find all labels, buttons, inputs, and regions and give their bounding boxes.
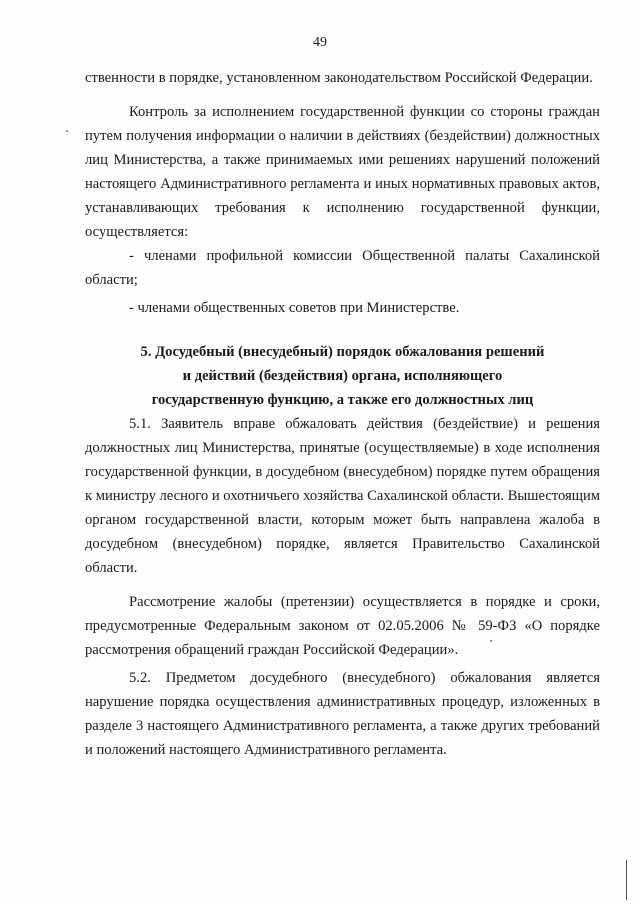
list-item-public-councils: - членами общественных советов при Министерстве. [129,300,460,316]
paragraph-5-2: 5.2. Предметом досудебного (внесудебного) обжалования является нарушение порядка осуществления административных процедур, изложенных в разделе 3 настоящего Административного регламента, а также других требований и положений настоящего Административного регламента. [85,670,600,758]
page-number: 49 [313,35,327,50]
document-body [85,66,600,762]
paragraph-complaint-review: Рассмотрение жалобы (претензии) осуществляется в порядке и сроки, предусмотренные Федеральным законом от 02.05.2006 № 59-ФЗ «О порядке рассмотрения обращений граждан Российской Федерации». [85,594,600,658]
section-heading-line-1: 5. Досудебный (внесудебный) порядок обжалования решений [140,344,545,360]
list-item-public-chamber: - членами профильной комиссии Общественной палаты Сахалинской области; [85,248,600,288]
scan-edge-mark [626,860,627,900]
section-heading [85,340,600,412]
scan-speck [66,130,68,132]
scan-speck [490,640,492,642]
paragraph-5-1: 5.1. Заявитель вправе обжаловать действия (бездействие) и решения должностных лиц Министерства, принятые (осуществляемые) в ходе исполнения государственной функции, в досудебном (внесудебном) порядке путем обращения к министру лесного и охотничьего хозяйства Сахалинской области. Вышестоящим органом государственной власти, которым может быть направлена жалоба в досудебном (внесудебном) порядке, является Правительство Сахалинской области. [85,416,600,576]
section-heading-line-3: государственную функцию, а также его должностных лиц [151,392,534,408]
paragraph-continuation: ственности в порядке, установленном законодательством Российской Федерации. [85,70,593,86]
paragraph-citizen-control: Контроль за исполнением государственной функции со стороны граждан путем получения информации о наличии в действиях (бездействии) должностных лиц Министерства, а также принимаемых ими решениях нарушений положений настоящего Административного регламента и иных нормативных правовых актов, устанавливающих требования к исполнению государственной функции, осуществляется: [85,104,600,240]
section-heading-line-2: и действий (бездействия) органа, исполняющего [182,368,503,384]
